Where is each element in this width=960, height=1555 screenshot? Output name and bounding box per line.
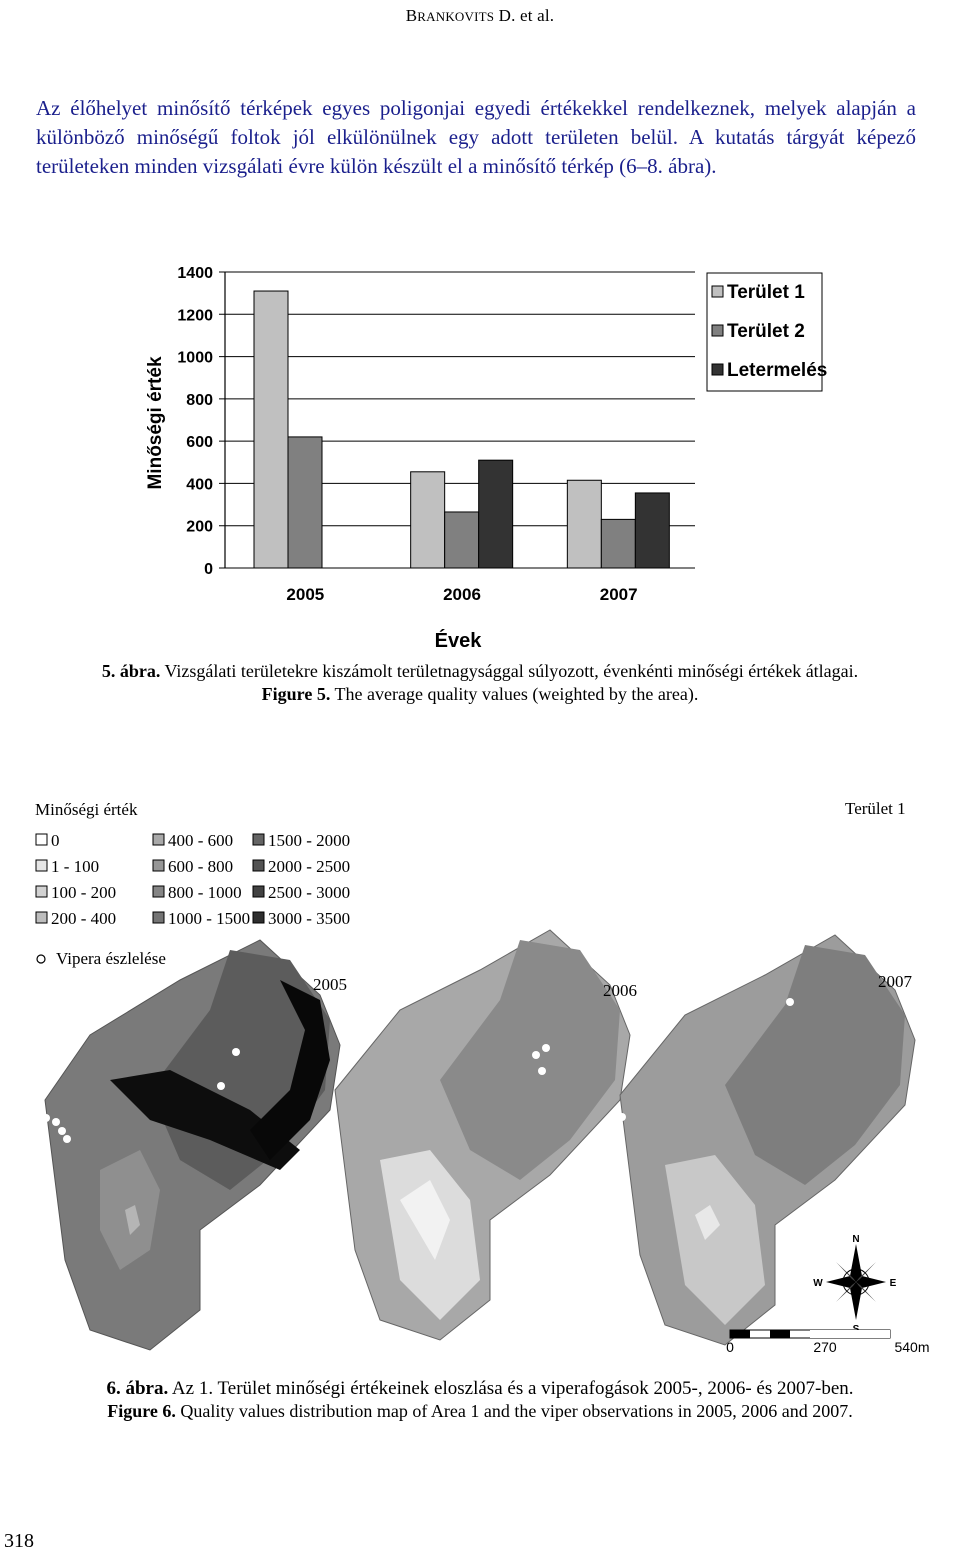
- intro-text: Az élőhelyet minősítő térképek egyes poligonjai egyedi értékekkel rendelkeznek, melyek alapján a különböző minőségű foltok jól elkülönülnek egy adott területen belül. A kutatás tárgyát képező területeken minden vizsgálati évre külön készült el a minősítő térkép (6–8. ábra).: [36, 96, 916, 178]
- y-axis-label: Minőségi érték: [145, 356, 166, 490]
- legend-label: 1 - 100: [51, 857, 100, 876]
- quality-bar-chart: [135, 255, 835, 650]
- y-tick-label: 1000: [177, 349, 213, 367]
- bar-2007-2: [601, 519, 635, 568]
- y-tick-label: 200: [186, 518, 213, 536]
- legend-label: 2000 - 2500: [268, 857, 351, 876]
- x-tick-labels: [286, 585, 637, 604]
- y-tick-label: 400: [186, 476, 213, 494]
- svg-text:540m: 540m: [894, 1339, 930, 1355]
- legend-label: 400 - 600: [168, 831, 234, 850]
- legend-swatch: [36, 860, 47, 871]
- map-2006: [335, 930, 630, 1340]
- bar-2005-1: [254, 291, 288, 568]
- viper-symbol: [37, 955, 45, 963]
- bar-2007-1: [567, 480, 601, 568]
- legend-swatch: [153, 834, 164, 845]
- fig5-en-label: Figure 5.: [261, 684, 331, 704]
- x-axis-label: Évek: [434, 630, 482, 650]
- legend-swatch: [253, 886, 264, 897]
- legend-label: 200 - 400: [51, 909, 117, 928]
- y-tick-label: 800: [186, 391, 213, 409]
- x-tick-label: 2005: [286, 585, 325, 604]
- fig6-hu-label: 6. ábra.: [106, 1378, 169, 1399]
- svg-text:E: E: [889, 1278, 897, 1289]
- legend-label: 800 - 1000: [168, 883, 242, 902]
- fig5-hu-label: 5. ábra.: [101, 661, 161, 681]
- legend-swatch: [153, 912, 164, 923]
- legend-label: 3000 - 3500: [268, 909, 351, 928]
- legend-swatch: [36, 912, 47, 923]
- x-tick-label: 2007: [599, 585, 638, 604]
- y-tick-label: 0: [204, 561, 213, 578]
- map-2005: [42, 940, 340, 1350]
- legend-swatch: [36, 886, 47, 897]
- legend-label: 600 - 800: [168, 857, 234, 876]
- legend-label: 100 - 200: [51, 883, 117, 902]
- bar-2007-3: [635, 493, 669, 568]
- fig6-en-text: Quality values distribution map of Area 1 and the viper observations in 2005, 2006 and 2007.: [175, 1401, 853, 1421]
- bar-2006-1: [411, 472, 445, 568]
- legend-label: 2500 - 3000: [268, 883, 351, 902]
- legend-swatch: [36, 834, 47, 845]
- legend-swatch: [253, 834, 264, 845]
- compass-rose-icon: [813, 1234, 896, 1335]
- legend-swatch: [253, 912, 264, 923]
- y-tick-label: 600: [186, 434, 213, 452]
- page-number: 318: [4, 1530, 34, 1552]
- svg-text:W: W: [813, 1278, 823, 1289]
- svg-text:0: 0: [726, 1339, 734, 1355]
- legend-swatch: [712, 286, 723, 297]
- legend-swatch: [253, 860, 264, 871]
- fig5-en-text: The average quality values (weighted by the area).: [330, 684, 699, 704]
- svg-text:270: 270: [813, 1339, 837, 1355]
- viper-legend-label: Vipera észlelése: [56, 949, 166, 968]
- scale-bar: [726, 1330, 929, 1355]
- legend-swatch: [712, 364, 723, 375]
- legend-label: 0: [51, 831, 60, 850]
- figure-6-caption: [0, 1377, 960, 1423]
- map-legend-title: Minőségi érték: [35, 800, 138, 819]
- fig6-en-label: Figure 6.: [107, 1401, 176, 1421]
- x-tick-label: 2006: [443, 585, 481, 604]
- fig5-hu-text: Vizsgálati területekre kiszámolt területnagysággal súlyozott, évenkénti minőségi értékek átlagai.: [160, 661, 859, 681]
- legend-label: 1000 - 1500: [168, 909, 251, 928]
- area-label: Terület 1: [845, 799, 906, 818]
- y-tick-labels: [177, 265, 213, 578]
- legend-label: Terület 2: [727, 321, 805, 342]
- running-head: BRANKOVITS D. et al.: [405, 6, 555, 25]
- bar-2006-3: [479, 460, 513, 568]
- chart-bars: [254, 291, 669, 568]
- legend-label: Terület 1: [727, 282, 805, 303]
- svg-text:N: N: [852, 1234, 860, 1245]
- legend-swatch: [153, 860, 164, 871]
- bar-2006-2: [445, 512, 479, 568]
- legend-swatch: [153, 886, 164, 897]
- bar-2005-2: [288, 437, 322, 568]
- legend-swatch: [712, 325, 723, 336]
- figure-5-caption: [0, 660, 960, 706]
- map-year-2007: 2007: [878, 972, 912, 991]
- y-tick-label: 1400: [177, 265, 213, 282]
- legend-label: Letermelés: [727, 360, 828, 381]
- map-year-2005: 2005: [313, 975, 347, 994]
- y-tick-label: 1200: [177, 307, 213, 325]
- legend-label: 1500 - 2000: [268, 831, 351, 850]
- fig6-hu-text: Az 1. Terület minőségi értékeinek eloszlása és a viperafogások 2005-, 2006- és 2007-ben.: [168, 1378, 854, 1399]
- map-year-2006: 2006: [603, 981, 637, 1000]
- chart-legend: [707, 273, 827, 391]
- intro-paragraph: [36, 94, 916, 181]
- quality-distribution-map: [30, 790, 950, 1360]
- map-legend: [36, 831, 350, 928]
